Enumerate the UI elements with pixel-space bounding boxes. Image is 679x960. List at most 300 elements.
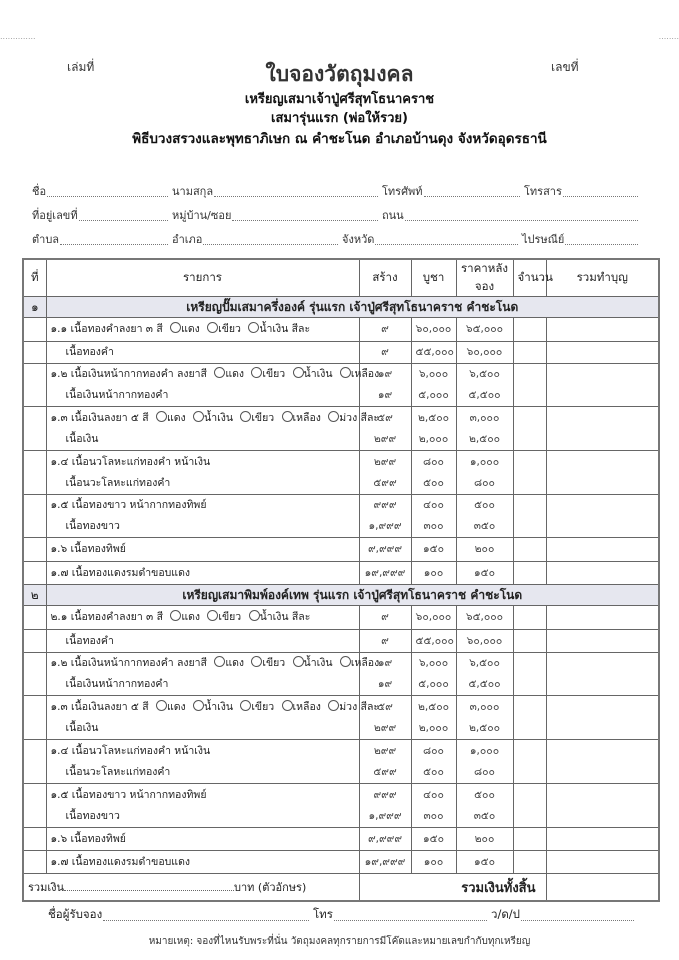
blank-number-cell bbox=[23, 562, 46, 585]
built-value: ๙ bbox=[381, 634, 389, 647]
table-row bbox=[23, 407, 659, 451]
built-value: ๒๙๙ bbox=[373, 455, 397, 468]
total-cell[interactable] bbox=[546, 696, 659, 740]
item-name-cell bbox=[46, 606, 359, 630]
table-row bbox=[23, 562, 659, 585]
price-cell bbox=[411, 538, 456, 562]
after-price-cell bbox=[456, 451, 513, 495]
price-cell bbox=[411, 740, 456, 784]
built-cell bbox=[359, 784, 411, 828]
item-sub-line: เนื้อทองคำ bbox=[65, 634, 114, 647]
item-line: ๑.๒ เนื้อเงินหน้ากากทองคำ ลงยาสี แดง เขียว น้ำเงิน เหลือง bbox=[50, 368, 380, 380]
price-value: ๕๐๐ bbox=[423, 765, 444, 778]
color-option-radio[interactable] bbox=[293, 656, 304, 667]
price-value: ๑๐๐ bbox=[423, 855, 444, 868]
after-price-cell bbox=[456, 318, 513, 342]
item-line: ๑.๓ เนื้อเงินลงยา ๕ สี แดง น้ำเงิน เขียว เหลือง ม่วง สีละ bbox=[50, 700, 380, 713]
total-cell[interactable] bbox=[546, 630, 659, 653]
item-line: ๑.๗ เนื้อทองแดงรมดำขอบแดง bbox=[50, 566, 191, 579]
item-name-cell bbox=[46, 318, 359, 342]
built-value: ๙๙๙ bbox=[373, 788, 397, 801]
built-value: ๙ bbox=[381, 611, 389, 623]
color-option-radio[interactable] bbox=[293, 367, 304, 378]
color-option-label: น้ำเงิน bbox=[204, 411, 233, 424]
color-option-label: แดง bbox=[225, 368, 245, 380]
color-option-radio[interactable] bbox=[249, 610, 260, 621]
blank-number-cell bbox=[23, 653, 46, 696]
table-row bbox=[23, 495, 659, 538]
quantity-cell[interactable] bbox=[513, 538, 546, 562]
book-number-label: เล่มที่ bbox=[67, 60, 95, 74]
quantity-cell[interactable] bbox=[513, 630, 546, 653]
item-sub-line: เนื้อเงิน bbox=[65, 432, 99, 445]
header-quantity: จำนวน bbox=[513, 259, 546, 297]
village-field[interactable]: หมู่บ้าน/ซอย bbox=[172, 204, 382, 224]
price-cell bbox=[411, 495, 456, 538]
price-value: ๖๐,๐๐๐ bbox=[415, 323, 452, 335]
color-option-label: แดง bbox=[166, 411, 186, 424]
after-price-value: ๘๐๐ bbox=[474, 476, 495, 489]
footnote: หมายเหตุ: จองที่ไหนรับพระที่นั่น วัตถุมงคลทุกรายการมีโค๊ดและหมายเลขกำกับทุกเหรียญ bbox=[148, 936, 531, 947]
item-sub-line: เนื้อนวะโลหะแก่ทองคำ bbox=[65, 765, 171, 778]
price-value: ๕,๐๐๐ bbox=[418, 389, 449, 401]
blank-number-cell bbox=[23, 630, 46, 653]
built-cell bbox=[359, 342, 411, 364]
after-price-cell bbox=[456, 342, 513, 364]
item-line: ๑.๔ เนื้อนวโลหะแก่ทองคำ หน้าเงิน bbox=[50, 455, 211, 468]
corner-dots-left: .............. bbox=[0, 32, 36, 41]
color-option-label: ม่วง bbox=[339, 411, 358, 424]
item-name-cell bbox=[46, 451, 359, 495]
total-cell[interactable] bbox=[546, 342, 659, 364]
after-price-value: ๕,๕๐๐ bbox=[468, 678, 501, 690]
color-option-label: เขียว bbox=[251, 411, 275, 424]
item-sub-line: เนื้อเงินหน้ากากทองคำ bbox=[65, 678, 169, 690]
after-price-cell bbox=[456, 630, 513, 653]
total-cell[interactable] bbox=[546, 784, 659, 828]
total-cell[interactable] bbox=[546, 828, 659, 851]
postcode-field[interactable]: ไปรษณีย์ bbox=[522, 228, 642, 248]
after-price-value: ๑๕๐ bbox=[473, 855, 496, 868]
item-name-cell bbox=[46, 740, 359, 784]
color-option-radio[interactable] bbox=[340, 367, 351, 378]
item-line: ๑.๑ เนื้อทองคำลงยา ๓ สี แดง เขียว น้ำเงิน สีละ bbox=[50, 323, 311, 335]
item-line: ๑.๗ เนื้อทองแดงรมดำขอบแดง bbox=[50, 855, 191, 868]
section-header-row bbox=[23, 297, 659, 318]
header-built: สร้าง bbox=[359, 259, 411, 297]
blank-number-cell bbox=[23, 495, 46, 538]
section-number: ๑ bbox=[23, 297, 46, 318]
built-value: ๙ bbox=[381, 346, 389, 358]
quantity-cell[interactable] bbox=[513, 653, 546, 696]
color-option-label: เขียว bbox=[251, 700, 275, 713]
after-price-value: ๒๐๐ bbox=[474, 832, 495, 845]
built-cell bbox=[359, 851, 411, 874]
built-value: ๑๙ bbox=[377, 389, 393, 401]
built-cell bbox=[359, 495, 411, 538]
quantity-cell[interactable] bbox=[513, 828, 546, 851]
item-sub-line: เนื้อนวะโลหะแก่ทองคำ bbox=[65, 476, 171, 489]
item-name-cell bbox=[46, 653, 380, 696]
form-subtitle-coin: เหรียญเสมาเจ้าปู่ศรีสุทโธนาคราช bbox=[244, 92, 435, 107]
item-name-cell bbox=[46, 342, 359, 364]
price-cell bbox=[411, 828, 456, 851]
after-price-value: ๑,๐๐๐ bbox=[469, 744, 500, 757]
color-option-radio[interactable] bbox=[214, 367, 225, 378]
table-row bbox=[23, 318, 659, 342]
after-price-value: ๒,๕๐๐ bbox=[468, 432, 501, 445]
price-cell bbox=[411, 407, 456, 451]
after-price-value: ๖๐,๐๐๐ bbox=[466, 346, 503, 358]
table-row bbox=[23, 538, 659, 562]
after-price-value: ๒๐๐ bbox=[474, 543, 495, 555]
total-in-words-field[interactable]: รวมเงิน บาท (ตัวอักษร) bbox=[23, 874, 359, 902]
after-price-cell bbox=[456, 562, 513, 585]
quantity-cell[interactable] bbox=[513, 606, 546, 630]
after-price-value: ๓,๐๐๐ bbox=[469, 700, 500, 713]
total-cell[interactable] bbox=[546, 451, 659, 495]
item-sub-line: เนื้อทองขาว bbox=[65, 809, 120, 822]
quantity-cell[interactable] bbox=[513, 318, 546, 342]
header-after-price: ราคาหลังจอง bbox=[456, 259, 513, 297]
color-option-label: น้ำเงิน bbox=[303, 368, 333, 380]
color-option-radio[interactable] bbox=[251, 656, 262, 667]
blank-number-cell bbox=[23, 851, 46, 874]
price-value: ๔๐๐ bbox=[423, 499, 444, 511]
after-price-value: ๓๕๐ bbox=[473, 520, 496, 532]
section-title: เหรียญเสมาพิมพ์องค์เทพ รุ่นแรก เจ้าปู่ศรีสุทโธนาคราช คำชะโนด bbox=[46, 585, 659, 606]
color-option-radio[interactable] bbox=[156, 411, 167, 422]
after-price-value: ๓๕๐ bbox=[473, 809, 496, 822]
quantity-cell[interactable] bbox=[513, 407, 546, 451]
total-cell[interactable] bbox=[546, 495, 659, 538]
built-value: ๑๙,๙๙๙ bbox=[364, 566, 406, 579]
built-value: ๕๙๙ bbox=[373, 765, 397, 778]
grand-total-cell[interactable] bbox=[546, 874, 659, 902]
price-value: ๕๐๐ bbox=[423, 476, 444, 489]
after-price-cell bbox=[456, 364, 513, 407]
item-name-cell bbox=[46, 784, 359, 828]
color-option-radio[interactable] bbox=[156, 700, 167, 711]
built-cell bbox=[359, 538, 411, 562]
color-option-label: น้ำเงิน bbox=[303, 657, 333, 669]
blank-number-cell bbox=[23, 538, 46, 562]
built-cell bbox=[359, 451, 411, 495]
total-cell[interactable] bbox=[546, 318, 659, 342]
quantity-cell[interactable] bbox=[513, 784, 546, 828]
color-option-label: เหลือง bbox=[350, 368, 380, 380]
color-option-radio[interactable] bbox=[328, 411, 339, 422]
corner-dots-right: ........ bbox=[658, 32, 679, 41]
header-no: ที่ bbox=[23, 259, 46, 297]
built-value: ๑๙ bbox=[377, 368, 393, 380]
blank-number-cell bbox=[23, 784, 46, 828]
item-sub-line: เนื้อทองคำ bbox=[65, 346, 114, 358]
price-cell bbox=[411, 562, 456, 585]
color-option-label: น้ำเงิน bbox=[259, 611, 289, 623]
blank-number-cell bbox=[23, 342, 46, 364]
price-cell bbox=[411, 364, 456, 407]
built-value: ๒๙๙ bbox=[373, 721, 397, 734]
price-value: ๒,๐๐๐ bbox=[418, 721, 449, 734]
item-name-cell bbox=[46, 538, 359, 562]
price-value: ๔๐๐ bbox=[423, 788, 444, 801]
item-name-cell bbox=[46, 630, 359, 653]
quantity-cell[interactable] bbox=[513, 740, 546, 784]
price-value: ๒,๕๐๐ bbox=[417, 411, 450, 424]
color-option-label: เหลือง bbox=[350, 657, 380, 669]
surname-field[interactable]: นามสกุล bbox=[172, 180, 382, 200]
table-row bbox=[23, 630, 659, 653]
price-value: ๓๐๐ bbox=[423, 809, 444, 822]
built-cell bbox=[359, 606, 411, 630]
order-table bbox=[22, 258, 660, 902]
color-option-radio[interactable] bbox=[251, 367, 262, 378]
total-cell[interactable] bbox=[546, 606, 659, 630]
quantity-cell[interactable] bbox=[513, 342, 546, 364]
color-option-label: แดง bbox=[225, 657, 245, 669]
header-total: รวมทำบุญ bbox=[546, 259, 659, 297]
item-line: ๑.๔ เนื้อนวโลหะแก่ทองคำ หน้าเงิน bbox=[50, 744, 211, 757]
price-cell bbox=[411, 630, 456, 653]
price-value: ๕,๐๐๐ bbox=[418, 678, 449, 690]
province-field[interactable]: จังหวัด bbox=[342, 228, 522, 248]
item-name-cell bbox=[46, 407, 380, 451]
price-value: ๖,๐๐๐ bbox=[418, 368, 449, 380]
district-field[interactable]: อำเภอ bbox=[172, 228, 342, 248]
after-price-value: ๕,๕๐๐ bbox=[468, 389, 501, 401]
price-value: ๖,๐๐๐ bbox=[418, 657, 449, 669]
price-cell bbox=[411, 606, 456, 630]
built-value: ๙,๙๙๙ bbox=[367, 832, 403, 845]
name-field[interactable]: ชื่อ bbox=[32, 180, 172, 200]
quantity-cell[interactable] bbox=[513, 562, 546, 585]
section-header-row bbox=[23, 585, 659, 606]
total-cell[interactable] bbox=[546, 407, 659, 451]
price-cell bbox=[411, 696, 456, 740]
table-row bbox=[23, 851, 659, 874]
color-option-radio[interactable] bbox=[170, 610, 181, 621]
form-number-label: เลขที่ bbox=[551, 60, 579, 74]
built-value: ๙๙๙ bbox=[373, 499, 397, 511]
after-price-cell bbox=[456, 828, 513, 851]
after-price-cell bbox=[456, 538, 513, 562]
quantity-cell[interactable] bbox=[513, 851, 546, 874]
color-option-label: น้ำเงิน bbox=[204, 700, 233, 713]
after-price-value: ๓,๐๐๐ bbox=[469, 411, 500, 424]
contact-row-2 bbox=[32, 204, 642, 224]
color-option-label: แดง bbox=[181, 611, 201, 623]
price-cell bbox=[411, 342, 456, 364]
after-price-cell bbox=[456, 407, 513, 451]
after-price-cell bbox=[456, 851, 513, 874]
fax-field[interactable]: โทรสาร bbox=[524, 180, 642, 200]
item-name-cell bbox=[46, 696, 380, 740]
form-subtitle-ceremony: พิธีบวงสรวงและพุทธาภิเษก ณ คำชะโนด อำเภอบ้านดุง จังหวัดอุดรธานี bbox=[132, 131, 547, 147]
built-value: ๕๙ bbox=[377, 411, 393, 424]
table-row bbox=[23, 451, 659, 495]
price-value: ๓๐๐ bbox=[423, 520, 444, 532]
subdistrict-field[interactable]: ตำบล bbox=[32, 228, 172, 248]
color-option-radio[interactable] bbox=[240, 411, 251, 422]
blank-number-cell bbox=[23, 318, 46, 342]
color-option-radio[interactable] bbox=[282, 411, 293, 422]
color-option-radio[interactable] bbox=[282, 700, 293, 711]
blank-number-cell bbox=[23, 828, 46, 851]
built-value: ๑๙ bbox=[377, 657, 393, 669]
color-option-radio[interactable] bbox=[340, 656, 351, 667]
item-sub-line: เนื้อเงิน bbox=[65, 721, 99, 734]
built-value: ๑,๙๙๙ bbox=[368, 809, 402, 822]
item-sub-line: เนื้อเงินหน้ากากทองคำ bbox=[65, 389, 169, 401]
built-value: ๙,๙๙๙ bbox=[367, 543, 403, 555]
color-option-radio[interactable] bbox=[207, 610, 218, 621]
built-value: ๙ bbox=[381, 323, 389, 335]
color-option-radio[interactable] bbox=[240, 700, 251, 711]
quantity-cell[interactable] bbox=[513, 451, 546, 495]
built-cell bbox=[359, 630, 411, 653]
built-value: ๕๙ bbox=[377, 700, 393, 713]
built-value: ๑๙,๙๙๙ bbox=[364, 855, 406, 868]
after-price-value: ๑,๐๐๐ bbox=[469, 455, 500, 468]
item-name-cell bbox=[46, 562, 359, 585]
item-line: ๑.๕ เนื้อทองขาว หน้ากากทองทิพย์ bbox=[50, 788, 207, 801]
built-value: ๑๙ bbox=[377, 678, 393, 690]
after-price-value: ๖,๕๐๐ bbox=[469, 657, 500, 669]
color-option-radio[interactable] bbox=[214, 656, 225, 667]
item-name-cell bbox=[46, 364, 380, 407]
color-option-label: แดง bbox=[181, 323, 200, 335]
price-cell bbox=[411, 653, 456, 696]
color-option-radio[interactable] bbox=[207, 322, 218, 333]
after-price-cell bbox=[456, 696, 513, 740]
after-price-value: ๑๕๐ bbox=[473, 566, 496, 579]
price-value: ๒,๐๐๐ bbox=[418, 432, 449, 445]
quantity-cell[interactable] bbox=[513, 696, 546, 740]
color-option-label: น้ำเงิน bbox=[259, 323, 289, 335]
item-name-cell bbox=[46, 851, 359, 874]
price-value: ๑๕๐ bbox=[422, 543, 445, 555]
item-line: ๑.๓ เนื้อเงินลงยา ๕ สี แดง น้ำเงิน เขียว เหลือง ม่วง สีละ bbox=[50, 411, 380, 424]
after-price-value: ๖,๕๐๐ bbox=[469, 368, 500, 380]
receiver-date-field[interactable]: ว/ด/ป bbox=[491, 906, 638, 924]
contact-row-1 bbox=[32, 180, 642, 200]
table-row bbox=[23, 740, 659, 784]
price-cell bbox=[411, 318, 456, 342]
after-price-value: ๖๐,๐๐๐ bbox=[466, 634, 503, 647]
color-option-label: แดง bbox=[166, 700, 186, 713]
after-price-value: ๖๕,๐๐๐ bbox=[465, 323, 504, 335]
table-row bbox=[23, 696, 659, 740]
price-cell bbox=[411, 851, 456, 874]
price-value: ๕๕,๐๐๐ bbox=[415, 634, 454, 647]
header-price: บูชา bbox=[411, 259, 456, 297]
color-option-radio[interactable] bbox=[170, 322, 181, 333]
table-row bbox=[23, 784, 659, 828]
built-cell bbox=[359, 562, 411, 585]
form-title: ใบจองวัตถุมงคล bbox=[265, 62, 414, 86]
color-option-radio[interactable] bbox=[248, 322, 259, 333]
item-line: ๒.๑ เนื้อทองคำลงยา ๓ สี แดง เขียว น้ำเงิน สีละ bbox=[50, 611, 311, 623]
section-title: เหรียญปั๊มเสมาครึ่งองค์ รุ่นแรก เจ้าปู่ศรีสุทโธนาคราช คำชะโนด bbox=[46, 297, 659, 318]
after-price-cell bbox=[456, 740, 513, 784]
price-value: ๑๕๐ bbox=[422, 832, 445, 845]
total-cell[interactable] bbox=[546, 538, 659, 562]
color-option-label: เหลือง bbox=[292, 411, 321, 424]
built-cell bbox=[359, 740, 411, 784]
contact-row-3 bbox=[32, 228, 642, 248]
price-value: ๒,๕๐๐ bbox=[417, 700, 450, 713]
price-cell bbox=[411, 784, 456, 828]
built-cell bbox=[359, 318, 411, 342]
built-cell bbox=[359, 828, 411, 851]
price-value: ๘๐๐ bbox=[423, 455, 444, 468]
grand-total-label: รวมเงินทั้งสิ้น bbox=[359, 874, 546, 902]
after-price-value: ๕๐๐ bbox=[474, 499, 495, 511]
after-price-value: ๖๕,๐๐๐ bbox=[465, 611, 504, 623]
item-name-cell bbox=[46, 495, 359, 538]
color-option-label: ม่วง bbox=[339, 700, 358, 713]
total-cell[interactable] bbox=[546, 562, 659, 585]
total-cell[interactable] bbox=[546, 851, 659, 874]
phone-field[interactable]: โทรศัพท์ bbox=[382, 180, 524, 200]
table-header-row bbox=[23, 259, 659, 297]
color-option-radio[interactable] bbox=[193, 700, 204, 711]
blank-number-cell bbox=[23, 364, 46, 407]
color-option-label: เขียว bbox=[218, 611, 242, 623]
after-price-value: ๘๐๐ bbox=[474, 765, 495, 778]
quantity-cell[interactable] bbox=[513, 495, 546, 538]
address-number-field[interactable]: ที่อยู่เลขที่ bbox=[32, 204, 172, 224]
color-option-label: เขียว bbox=[218, 323, 241, 335]
total-row bbox=[23, 874, 659, 902]
built-value: ๑,๙๙๙ bbox=[368, 520, 402, 532]
color-option-radio[interactable] bbox=[328, 700, 339, 711]
item-line: ๑.๖ เนื้อทองทิพย์ bbox=[50, 543, 126, 555]
item-line: ๑.๖ เนื้อทองทิพย์ bbox=[50, 832, 126, 845]
item-line: ๑.๒ เนื้อเงินหน้ากากทองคำ ลงยาสี แดง เขียว น้ำเงิน เหลือง bbox=[50, 657, 380, 669]
total-cell[interactable] bbox=[546, 364, 659, 407]
color-option-radio[interactable] bbox=[193, 411, 204, 422]
price-value: ๘๐๐ bbox=[423, 744, 444, 757]
blank-number-cell bbox=[23, 451, 46, 495]
section-number: ๒ bbox=[23, 585, 46, 606]
receiver-phone-field[interactable]: โทร bbox=[313, 906, 491, 924]
total-cell[interactable] bbox=[546, 653, 659, 696]
after-price-cell bbox=[456, 495, 513, 538]
receiver-name-field[interactable]: ชื่อผู้รับจอง bbox=[48, 906, 313, 924]
built-value: ๒๙๙ bbox=[373, 744, 397, 757]
header-item: รายการ bbox=[46, 259, 359, 297]
total-cell[interactable] bbox=[546, 740, 659, 784]
road-field[interactable]: ถนน bbox=[382, 204, 642, 224]
after-price-value: ๕๐๐ bbox=[474, 788, 495, 801]
price-value: ๕๕,๐๐๐ bbox=[415, 346, 454, 358]
after-price-value: ๒,๕๐๐ bbox=[468, 721, 501, 734]
price-cell bbox=[411, 451, 456, 495]
price-value: ๑๐๐ bbox=[423, 566, 444, 579]
table-row bbox=[23, 828, 659, 851]
blank-number-cell bbox=[23, 606, 46, 630]
blank-number-cell bbox=[23, 696, 46, 740]
table-row bbox=[23, 342, 659, 364]
color-option-label: เหลือง bbox=[292, 700, 321, 713]
receiver-row bbox=[48, 906, 638, 924]
quantity-cell[interactable] bbox=[513, 364, 546, 407]
form-subtitle-edition: เสมารุ่นแรก (พ่อให้รวย) bbox=[271, 111, 408, 126]
after-price-cell bbox=[456, 653, 513, 696]
color-option-label: เขียว bbox=[262, 657, 286, 669]
